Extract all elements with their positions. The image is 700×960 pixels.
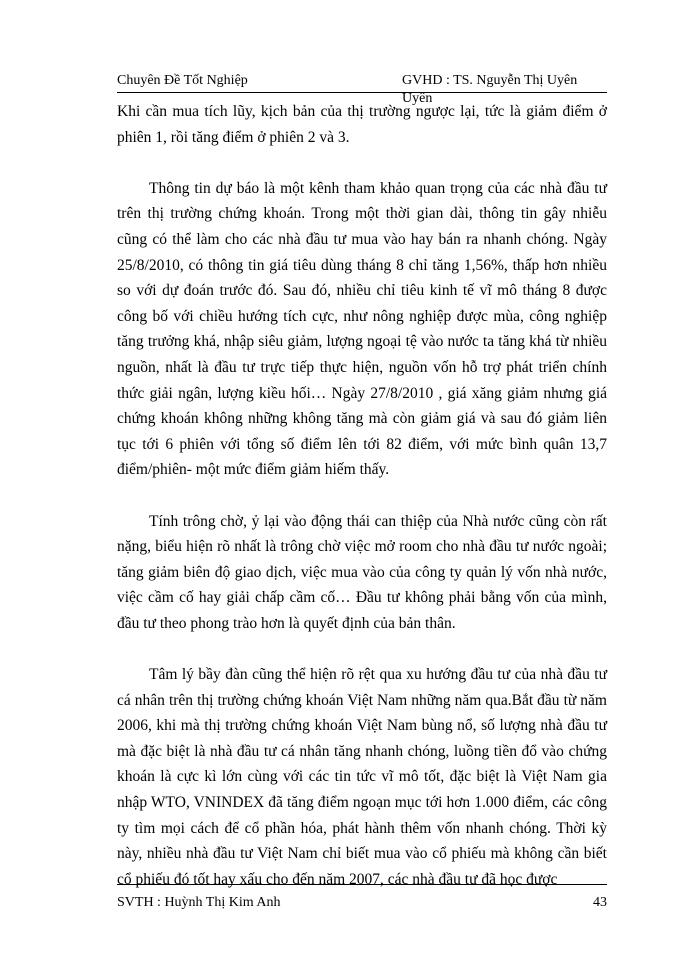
page-footer: [117, 894, 607, 912]
paragraph: Tâm lý bầy đàn cũng thể hiện rõ rệt qua xu hướng đầu tư của nhà đầu tư cá nhân trên thị trường chứng khoán Việt Nam những năm qua.Bắt đầu từ năm 2006, khi mà thị trường chứng khoán Việt Nam bùng nổ, số lượng nhà đầu tư mà đặc biệt là nhà đầu tư cá nhân tăng nhanh chóng, luồng tiền đổ vào chứng khoán là cực kì lớn cùng với các tin tức vĩ mô tốt, đặc biệt là Việt Nam gia nhập WTO, VNINDEX đã tăng điểm ngoạn mục tới hơn 1.000 điểm, các công ty tìm mọi cách để cổ phần hóa, phát hành thêm vốn nhanh chóng. Thời kỳ này, nhiều nhà đầu tư Việt Nam chỉ biết mua vào cổ phiếu mà không cần biết cổ phiếu đó tốt hay xấu cho đến năm 2007, các nhà đầu tư đã học được: [117, 666, 607, 888]
footer-student-name: SVTH : Huỳnh Thị Kim Anh: [117, 895, 281, 910]
paragraph: Tính trông chờ, ỷ lại vào động thái can thiệp của Nhà nước cũng còn rất nặng, biểu hiện rõ nhất là trông chờ việc mở room cho nhà đầu tư nước ngoài; tăng giảm biên độ giao dịch, việc mua vào của công ty quản lý vốn nhà nước, việc cầm cố hay giải chấp cầm cố… Đầu tư không phải bằng vốn của mình, đầu tư theo phong trào hơn là quyết định của bản thân.: [117, 512, 607, 632]
footer-divider: [117, 884, 607, 885]
header-divider: [117, 92, 607, 93]
header-advisor: GVHD : TS. Nguyễn Thị Uyên Uyên: [402, 73, 578, 106]
page-header: [117, 72, 600, 106]
header-document-title: Chuyên Đề Tốt Nghiệp: [117, 73, 248, 88]
paragraph: Thông tin dự báo là một kênh tham khảo quan trọng của các nhà đầu tư trên thị trường chứng khoán. Trong một thời gian dài, thông tin gây nhiễu cũng có thể làm cho các nhà đầu tư mua vào hay bán ra nhanh chóng. Ngày 25/8/2010, có thông tin giá tiêu dùng tháng 8 chỉ tăng 1,56%, thấp hơn nhiều so với dự đoán trước đó. Sau đó, nhiều chỉ tiêu kinh tế vĩ mô tháng 8 được công bố với chiều hướng tích cực, như nông nghiệp được mùa, công nghiệp tăng trưởng khá, nhập siêu giảm, lượng ngoại tệ vào nước ta tăng khá từ nhiều nguồn, nhất là đầu tư trực tiếp thực hiện, nguồn vốn hỗ trợ phát triển chính thức giải ngân, lượng kiều hối… Ngày 27/8/2010 , giá xăng giảm nhưng giá chứng khoán không những không tăng mà còn giảm giá và sau đó giảm liên tục tới 6 phiên với tổng số điểm lên tới 82 điểm, với mức bình quân 13,7 điểm/phiên- một mức điểm giảm hiếm thấy.: [117, 179, 607, 479]
body-text: [117, 99, 607, 892]
paragraph: Khi cần mua tích lũy, kịch bản của thị trường ngược lại, tức là giảm điểm ở phiên 1, rồi tăng điểm ở phiên 2 và 3.: [117, 103, 607, 146]
page-number: 43: [593, 895, 607, 910]
